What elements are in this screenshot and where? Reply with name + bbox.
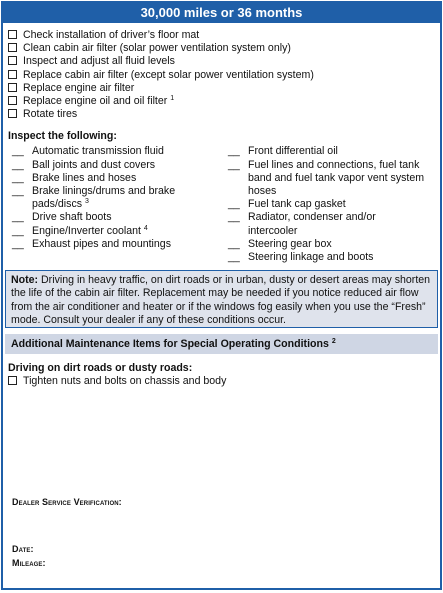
checklist-item: [8, 55, 440, 68]
blank-line[interactable]: __: [12, 171, 24, 184]
inspect-item-label: Automatic transmission fluid: [32, 145, 164, 158]
inspect-item-label: Fuel tank cap gasket: [248, 198, 346, 211]
checklist-item: [8, 95, 440, 108]
interval-header: [3, 3, 440, 23]
checkbox[interactable]: [8, 43, 17, 52]
footnote-marker: 3: [85, 198, 89, 206]
checkbox[interactable]: [8, 70, 17, 79]
checklist-item: [8, 42, 440, 55]
inspect-heading: Inspect the following:: [8, 130, 117, 143]
blank-line[interactable]: __: [12, 184, 24, 197]
checkbox[interactable]: [8, 109, 17, 118]
inspect-item-label: Ball joints and dust covers: [32, 158, 156, 171]
dealer-verification-label: Dealer Service Verification:: [12, 497, 122, 507]
checklist-item-label: Tighten nuts and bolts on chassis and body: [23, 375, 227, 388]
inspect-item: [12, 238, 228, 251]
checkbox[interactable]: [8, 96, 17, 105]
inspect-item: [228, 238, 428, 251]
maintenance-page: [1, 1, 442, 590]
inspect-item: [12, 145, 228, 158]
service-checklist: [3, 23, 440, 121]
inspect-item: [12, 185, 228, 211]
inspect-item: [228, 145, 428, 158]
inspect-item: [12, 159, 228, 172]
inspect-item: [228, 211, 428, 237]
checklist-item-label: Replace engine oil and oil filter: [23, 94, 168, 107]
inspect-grid: [3, 143, 440, 264]
inspect-item: [12, 225, 228, 238]
mileage-label: Mileage:: [12, 558, 46, 568]
inspect-item-label: Fuel lines and connections, fuel tank band and fuel tank vapor vent system hoses: [248, 158, 425, 197]
checklist-item-label: Rotate tires: [23, 108, 78, 121]
note-label: Note:: [11, 274, 39, 287]
blank-line[interactable]: __: [228, 211, 240, 224]
blank-line[interactable]: __: [12, 224, 24, 237]
inspect-item-label: Steering linkage and boots: [248, 250, 374, 263]
inspect-item-label: Engine/Inverter coolant: [32, 224, 141, 237]
checklist-item-label: Replace engine air filter: [23, 81, 135, 94]
inspect-item-label: Drive shaft boots: [32, 211, 112, 224]
dirt-roads-heading: Driving on dirt roads or dusty roads:: [8, 362, 193, 375]
checklist-item-label: Clean cabin air filter (solar power ventilation system only): [23, 42, 291, 55]
date-label: Date:: [12, 544, 34, 554]
blank-line[interactable]: __: [228, 198, 240, 211]
interval-title: 30,000 miles or 36 months: [140, 5, 303, 20]
inspect-item-label: Exhaust pipes and mountings: [32, 237, 171, 250]
blank-line[interactable]: __: [12, 237, 24, 250]
checklist-item-label: Replace cabin air filter (except solar power ventilation system): [23, 68, 314, 81]
checkbox[interactable]: [8, 30, 17, 39]
inspect-item: [228, 159, 428, 199]
blank-line[interactable]: __: [228, 250, 240, 263]
blank-line[interactable]: __: [228, 237, 240, 250]
additional-maintenance-heading: [5, 334, 438, 354]
inspect-item: [12, 211, 228, 224]
inspect-item-label: Brake linings/drums and brake pads/discs: [32, 184, 176, 211]
checklist-item: [8, 108, 440, 121]
footnote-marker: 1: [170, 94, 175, 102]
inspect-item: [228, 251, 428, 264]
footnote-marker: 4: [143, 224, 148, 232]
dirt-roads-checklist: [3, 375, 440, 388]
blank-line[interactable]: __: [12, 145, 24, 158]
inspect-item-label: Brake lines and hoses: [32, 171, 137, 184]
inspect-item: [12, 172, 228, 185]
additional-maintenance-title: Additional Maintenance Items for Special Operating Conditions: [11, 338, 329, 351]
inspect-item-label: Front differential oil: [248, 145, 338, 158]
note-box: [5, 270, 438, 328]
blank-line[interactable]: __: [228, 158, 240, 171]
inspect-left-column: [12, 145, 228, 264]
inspect-item-label: Steering gear box: [248, 237, 332, 250]
blank-line[interactable]: __: [12, 211, 24, 224]
checkbox[interactable]: [8, 56, 17, 65]
inspect-item-label: Radiator, condenser and/or intercooler: [248, 211, 376, 237]
checkbox[interactable]: [8, 376, 17, 385]
checklist-item: [8, 69, 440, 82]
footnote-marker: 2: [331, 338, 336, 346]
checkbox[interactable]: [8, 83, 17, 92]
blank-line[interactable]: __: [12, 158, 24, 171]
checklist-item-label: Inspect and adjust all fluid levels: [23, 55, 175, 68]
note-text: Driving in heavy traffic, on dirt roads or in urban, dusty or desert areas may shorten the life of the cabin air filter. Replacement may be needed if you notice reduced air flow from the air conditioner and heater or if the windows fog easily when you use the “Fresh” mode. Consult your dealer if any of these conditions occur.: [11, 274, 431, 326]
checklist-item: [8, 82, 440, 95]
blank-line[interactable]: __: [228, 145, 240, 158]
inspect-item: [228, 198, 428, 211]
checklist-item: [8, 375, 440, 388]
inspect-right-column: [228, 145, 428, 264]
checklist-item: [8, 29, 440, 42]
checklist-item-label: Check installation of driver’s floor mat: [23, 29, 200, 41]
